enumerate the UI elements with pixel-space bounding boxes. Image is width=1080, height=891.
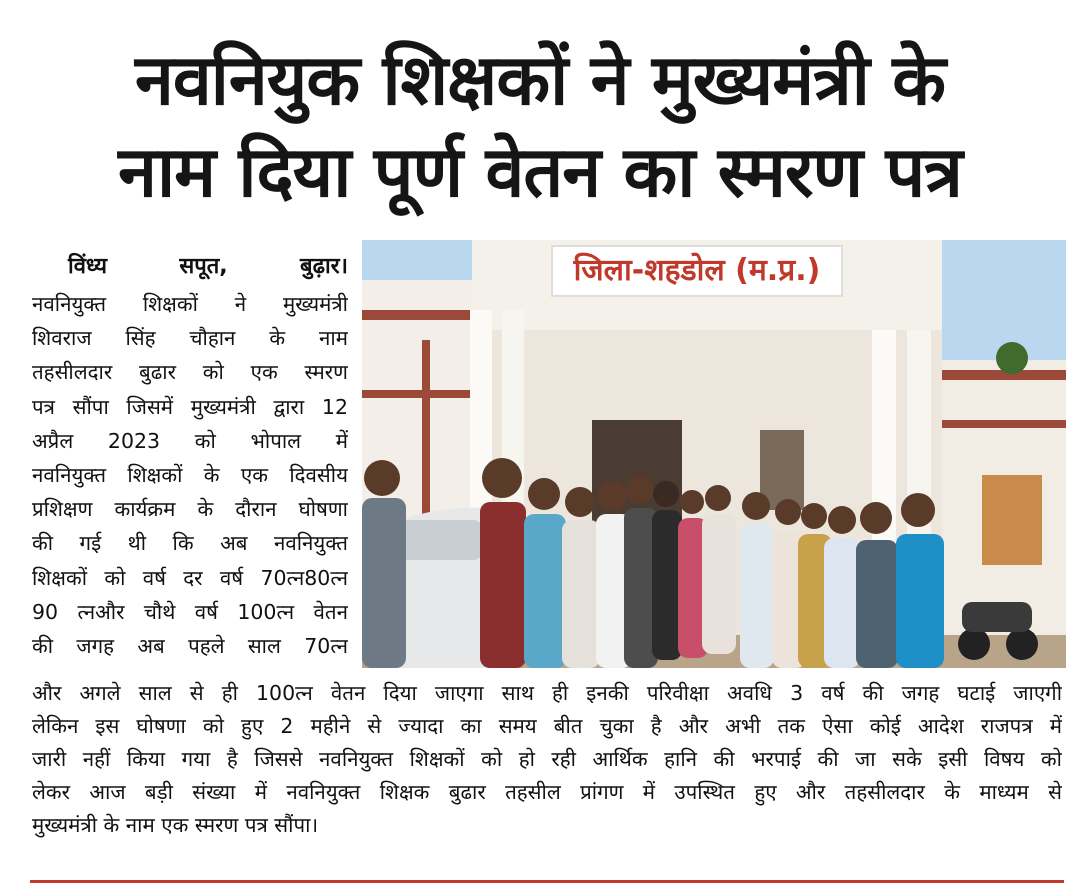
body-line: और अगले साल से ही 100त्न वेतन दिया जाएगा साथ ही इनकी परिवीक्षा अवधि 3 वर्ष की जगह घटाई जाएगी xyxy=(32,681,1062,705)
column-line: 90 त्नऔर चौथे वर्ष 100त्न वेतन xyxy=(32,599,348,624)
headline-line-2: नाम दिया पूर्ण वेतन का स्मरण पत्र xyxy=(118,131,962,213)
body-line: मुख्यमंत्री के नाम एक स्मरण पत्र सौंपा। xyxy=(32,813,319,837)
byline xyxy=(68,252,348,282)
byline-source-2: सपूत, xyxy=(179,254,228,279)
body-line: लेकर आज बड़ी संख्या में नवनियुक्त शिक्षक बुढार तहसील प्रांगण में उपस्थित हुए और तहसीलदार के माध्यम से xyxy=(32,780,1062,804)
column-line: तहसीलदार बुढार को एक स्मरण xyxy=(32,360,348,385)
column-line: की जगह अब पहले साल 70त्न xyxy=(32,634,348,659)
building-sign-text: जिला-शहडोल (म.प्र.) xyxy=(573,253,821,288)
column-line: प्रशिक्षण कार्यक्रम के दौरान घोषणा xyxy=(32,497,348,522)
column-line: शिवराज सिंह चौहान के नाम xyxy=(32,326,348,351)
headline xyxy=(20,34,1060,218)
column-line: नवनियुक्त शिक्षकों के एक दिवसीय xyxy=(32,463,348,488)
column-line: पत्र सौंपा जिसमें मुख्यमंत्री द्वारा 12 xyxy=(32,394,348,419)
column-line: की गई थी कि अब नवनियुक्त xyxy=(32,531,348,556)
byline-source: विंध्य xyxy=(68,254,107,279)
body-line: लेकिन इस घोषणा को हुए 2 महीने से ज्यादा का समय बीत चुका है और अभी तक ऐसा कोई आदेश राजपत्र में xyxy=(32,714,1062,738)
byline-place: बुढ़ार। xyxy=(300,254,348,279)
photo-illustration xyxy=(362,240,1066,668)
bottom-rule xyxy=(30,880,1064,883)
article-column-text xyxy=(32,287,348,663)
article-full-width-text xyxy=(32,677,1062,842)
column-line: नवनियुक्त शिक्षकों ने मुख्यमंत्री xyxy=(32,292,348,316)
headline-line-1: नवनियुक शिक्षकों ने मुख्यमंत्री के xyxy=(134,39,946,121)
column-line: अप्रैल 2023 को भोपाल में xyxy=(32,428,348,453)
body-line: जारी नहीं किया गया है जिससे नवनियुक्त शिक्षकों को हो रही आर्थिक हानि की भरपाई की जा सके इसी विषय को xyxy=(32,747,1062,771)
column-line: शिक्षकों को वर्ष दर वर्ष 70त्न80त्न xyxy=(32,565,348,590)
news-photo xyxy=(362,240,1066,668)
